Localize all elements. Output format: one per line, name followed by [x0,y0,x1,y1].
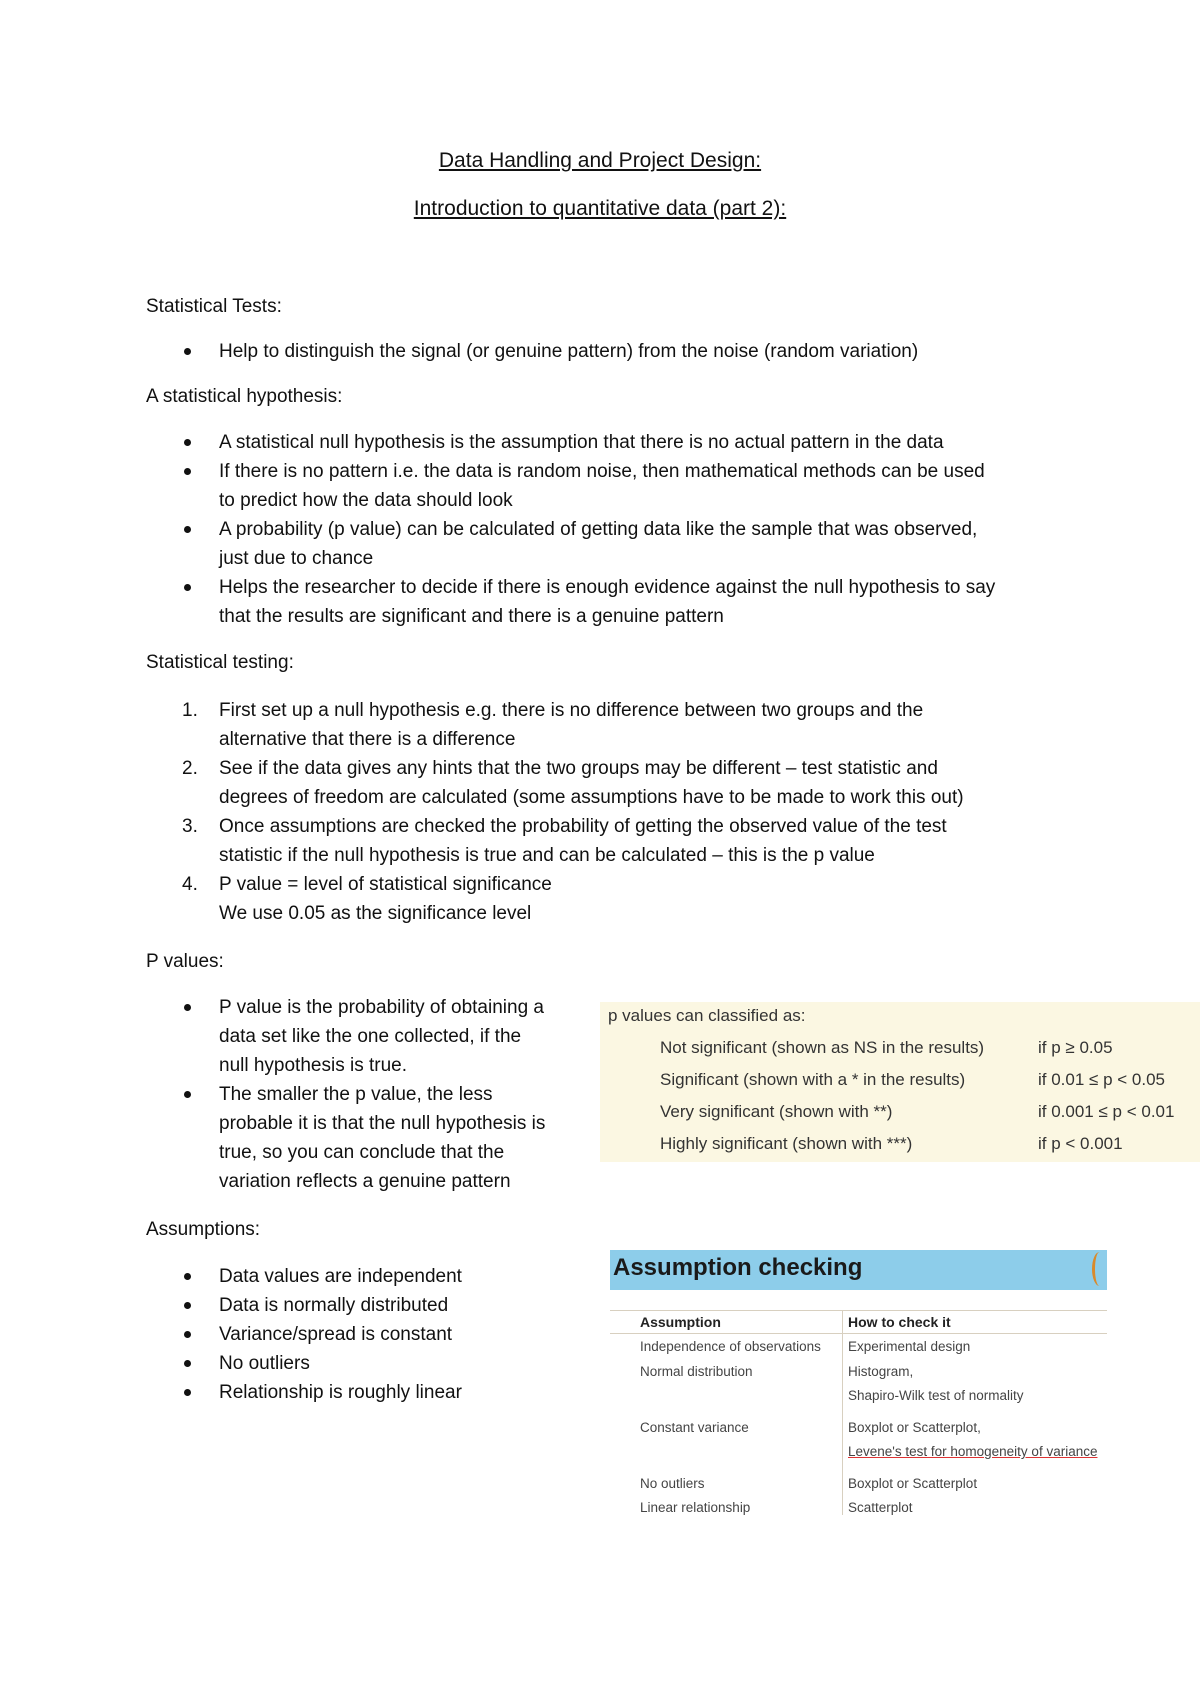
list-item: Helps the researcher to decide if there is enough evidence against the null hypothesis to say that the results are significant and there is a genuine pattern [146,573,995,631]
p-value-row: Highly significant (shown with ***) if p < 0.001 [660,1134,1123,1153]
column-header-how-to-check: How to check it [848,1314,951,1330]
list-item: Variance/spread is constant [146,1320,462,1349]
list-item: 1. First set up a null hypothesis e.g. there is no difference between two groups and the alternative that there is a difference [182,700,924,750]
bullet-icon [184,348,191,355]
assumption-table-banner [610,1250,1107,1290]
p-value-box-title: p values can classified as: [608,1006,806,1025]
list-item: P value is the probability of obtaining a data set like the one collected, if the null hypothesis is true. [146,993,586,1080]
heading-p-values: P values: [146,951,224,972]
p-value-row: Significant (shown with a * in the results) if 0.01 ≤ p < 0.05 [660,1070,1166,1089]
table-cell: Shapiro-Wilk test of normality [848,1388,1024,1403]
column-header-assumption: Assumption [640,1314,721,1330]
bullet-icon [184,526,191,533]
list-item: 3. Once assumptions are checked the probability of getting the observed value of the test statistic if the null hypothesis is true and can be calculated – this is the p value [182,816,947,866]
table-cell: Constant variance [640,1420,749,1435]
bullet-icon [184,1389,191,1396]
list-item: Data values are independent [146,1262,462,1291]
list-item: 4. P value = level of statistical significance We use 0.05 as the significance level [182,874,552,924]
bullet-icon [184,1302,191,1309]
table-cell: Boxplot or Scatterplot, [848,1420,981,1435]
p-value-row: Not significant (shown as NS in the results) if p ≥ 0.05 [660,1038,1113,1057]
list-item: If there is no pattern i.e. the data is random noise, then mathematical methods can be used to predict how the data should look [146,457,995,515]
list-item: Help to distinguish the signal (or genuine pattern) from the noise (random variation) [146,337,918,366]
p-value-classification-box [600,1002,1200,1162]
list-item: No outliers [146,1349,462,1378]
heading-statistical-hypothesis: A statistical hypothesis: [146,386,343,407]
bullet-icon [184,1091,191,1098]
table-cell: Independence of observations [640,1339,821,1354]
table-header-row [610,1310,1107,1334]
heading-statistical-testing: Statistical testing: [146,652,294,673]
list-item: A statistical null hypothesis is the assumption that there is no actual pattern in the data [146,428,995,457]
list-item: A probability (p value) can be calculated of getting data like the sample that was observed, just due to chance [146,515,995,573]
statistical-testing-list [146,696,964,928]
assumptions-list [146,1262,462,1407]
bullet-icon [184,1273,191,1280]
assumption-checking-table [610,1250,1107,1515]
bullet-icon [184,439,191,446]
table-cell: Boxplot or Scatterplot [848,1476,978,1491]
bullet-icon [184,584,191,591]
assumption-table-title: Assumption checking [613,1254,863,1281]
hypothesis-list [146,428,995,631]
p-value-row: Very significant (shown with **) if 0.001 ≤ p < 0.01 [660,1102,1175,1121]
table-cell: No outliers [640,1476,705,1491]
p-values-list [146,993,586,1196]
list-item: Relationship is roughly linear [146,1378,462,1407]
statistical-tests-list [146,337,918,366]
table-cell: Histogram, [848,1364,914,1379]
document-subtitle: Introduction to quantitative data (part 2): [413,197,787,220]
table-cell: Normal distribution [640,1364,753,1379]
bullet-icon [184,1360,191,1367]
table-cell: Scatterplot [848,1500,913,1515]
list-item: Data is normally distributed [146,1291,462,1320]
list-item: The smaller the p value, the less probable it is that the null hypothesis is true, so you can conclude that the variation reflects a genuine pattern [146,1080,586,1196]
heading-assumptions: Assumptions: [146,1219,261,1240]
bullet-icon [184,1331,191,1338]
bullet-icon [184,468,191,475]
document-title: Data Handling and Project Design: [438,149,762,172]
column-divider [842,1310,843,1515]
table-cell: Linear relationship [640,1500,751,1515]
table-cell: Experimental design [848,1339,971,1354]
table-cell: Levene's test for homogeneity of variance [848,1444,1098,1459]
list-item: 2. See if the data gives any hints that the two groups may be different – test statistic and degrees of freedom are calculated (some assumptions have to be made to work this out) [182,758,964,808]
heading-statistical-tests: Statistical Tests: [146,296,282,317]
decorative-arc-icon [1092,1252,1107,1286]
bullet-icon [184,1004,191,1011]
